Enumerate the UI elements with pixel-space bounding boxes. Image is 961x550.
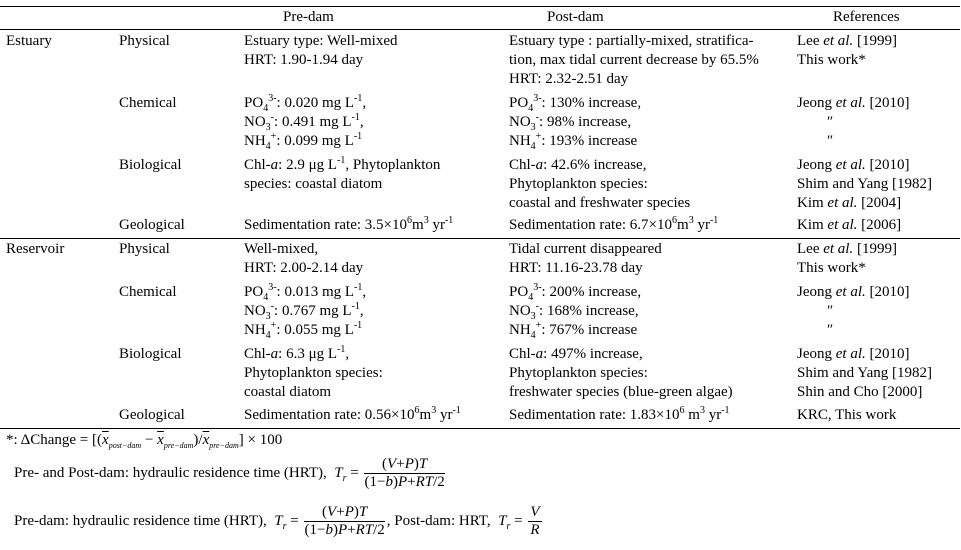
reservoir-physical-post: Tidal current disappeared HRT: 11.16-23.78 day [509, 241, 662, 276]
estuary-physical-pre: Estuary type: Well-mixed HRT: 1.90-1.94 day [244, 33, 398, 68]
category-chemical: Chemical [119, 284, 177, 300]
reservoir-biological-refs: Jeong et al. [2010] Shim and Yang [1982] Shin and Cho [2000] [797, 346, 933, 400]
hrt-fraction-pre: $\frac{(V+P)T}{(1-b)P+RT/2}$ [304, 504, 385, 538]
bottom-rule [0, 428, 960, 429]
hrt-fraction-post: $\frac{V}{R}$ [530, 504, 540, 538]
reservoir-geological-pre: Sedimentation rate: $0.56\times 10^6m^3$ $yr^{-1}$ [244, 405, 461, 423]
category-physical: Physical [119, 33, 170, 49]
section-reservoir: Reservoir [6, 241, 65, 257]
reservoir-geological-post: Sedimentation rate: $1.83\times 10^6$ $m^3$ $yr^{-1}$ [509, 405, 730, 423]
estuary-geological-pre: Sedimentation rate: $3.5\times 10^6m^3$ $yr^{-1}$ [244, 215, 454, 233]
category-biological: Biological [119, 346, 182, 362]
section-rule [0, 238, 960, 239]
category-biological: Biological [119, 157, 182, 173]
category-physical: Physical [119, 241, 170, 257]
estuary-chemical-pre: $PO_4^{3-}$: 0.020 mg $L^{-1}$, $NO_3^-$: 0.491 mg $L^{-1}$, $NH_4^+$: 0.099 mg $L^{-1}$ [244, 93, 367, 152]
footnote-delta-change: *: ΔChange = $[(\overline{x}_{post-dam} - \overline{x}_{pre-dam})/\overline{x}_{pre-dam}] \times 100$ [6, 432, 283, 450]
estuary-biological-pre: Chl-a: 2.9 μg $L^{-1}$, Phytoplankton species: coastal diatom [244, 155, 441, 192]
reservoir-physical-refs: Lee et al. [1999] This work* [797, 241, 897, 276]
top-rule [0, 6, 960, 7]
estuary-physical-refs: Lee et al. [1999] This work* [797, 33, 897, 68]
estuary-geological-refs: Kim et al. [2006] [797, 217, 902, 233]
header-rule [0, 29, 960, 30]
estuary-chemical-post: $PO_4^{3-}$: 130% increase, $NO_3^-$: 98% increase, $NH_4^+$: 193% increase [509, 93, 642, 152]
estuary-biological-refs: Jeong et al. [2010] Shim and Yang [1982] Kim et al. [2004] [797, 157, 933, 211]
reservoir-biological-post: Chl-a: 497% increase, Phytoplankton species: freshwater species (blue-green algae) [509, 346, 733, 400]
header-pre-dam: Pre-dam [283, 9, 334, 25]
category-chemical: Chemical [119, 95, 177, 111]
reservoir-chemical-post: $PO_4^{3-}$: 200% increase, $NO_3^-$: 168% increase, $NH_4^+$: 767% increase [509, 282, 642, 341]
reservoir-chemical-refs: Jeong et al. [2010] ″ ″ [797, 284, 910, 338]
category-geological: Geological [119, 217, 185, 233]
estuary-biological-post: Chl-a: 42.6% increase, Phytoplankton species: coastal and freshwater species [509, 157, 691, 211]
footnote-hrt-formula-1: Pre- and Post-dam: hydraulic residence time (HRT), $T_r$ = $\frac{(V+P)T}{(1-b)P+RT/2}$ [14, 456, 445, 490]
reservoir-geological-refs: KRC, This work [797, 407, 897, 423]
estuary-physical-post: Estuary type : partially-mixed, stratifica- tion, max tidal current decrease by 65.5% HRT: 2.32-2.51 day [509, 33, 759, 87]
reservoir-chemical-pre: $PO_4^{3-}$: 0.013 mg $L^{-1}$, $NO_3^-$: 0.767 mg $L^{-1}$, $NH_4^+$: 0.055 mg $L^{-1}$ [244, 282, 367, 341]
estuary-geological-post: Sedimentation rate: $6.7\times 10^6m^3$ $yr^{-1}$ [509, 215, 719, 233]
header-references: References [833, 9, 900, 25]
header-post-dam: Post-dam [547, 9, 604, 25]
section-estuary: Estuary [6, 33, 52, 49]
reservoir-physical-pre: Well-mixed, HRT: 2.00-2.14 day [244, 241, 364, 276]
estuary-chemical-refs: Jeong et al. [2010] ″ ″ [797, 95, 910, 149]
footnote-hrt-formula-2: Pre-dam: hydraulic residence time (HRT), $T_r$ = $\frac{(V+P)T}{(1-b)P+RT/2}$ , Post-dam: HRT, $T_r$ = $\frac{V}{R}$ [14, 504, 540, 538]
category-geological: Geological [119, 407, 185, 423]
hrt-fraction: $\frac{(V+P)T}{(1-b)P+RT/2}$ [364, 456, 445, 490]
reservoir-biological-pre: Chl-a: 6.3 μg $L^{-1}$, Phytoplankton species: coastal diatom [244, 344, 383, 400]
